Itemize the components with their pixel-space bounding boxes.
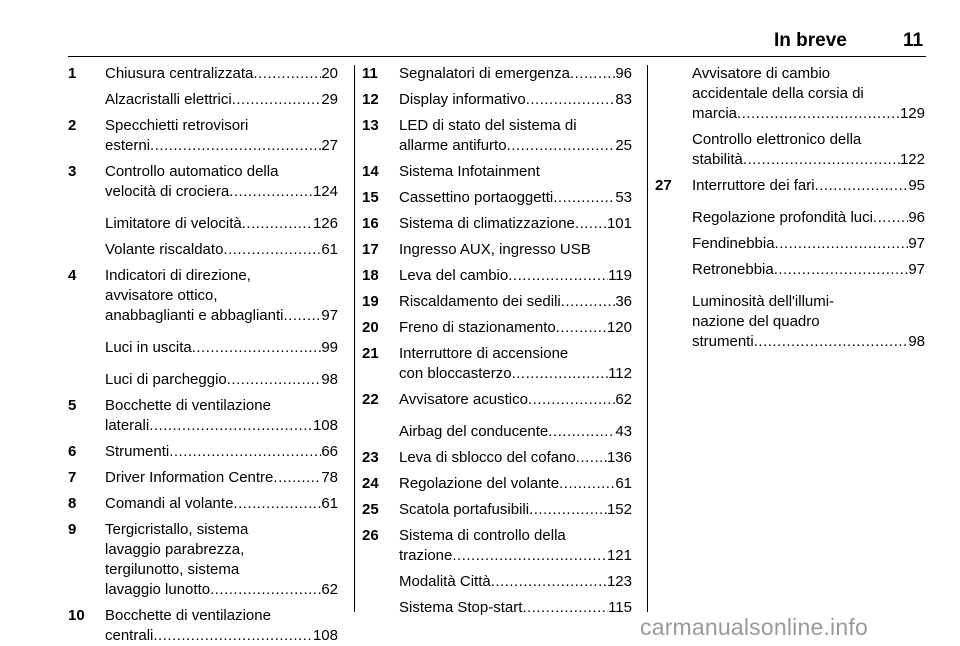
toc-entry[interactable] <box>68 338 338 358</box>
toc-entry[interactable] <box>362 116 632 156</box>
toc-page-number[interactable]: 120 <box>606 319 632 336</box>
toc-entry-title: Retronebbia <box>692 261 774 278</box>
toc-entry-title-line: Avvisatore di cambio <box>692 65 831 82</box>
toc-entry-number: 23 <box>362 449 379 466</box>
toc-entry[interactable] <box>68 90 338 110</box>
header-divider <box>68 56 926 57</box>
toc-leader-dots <box>210 580 321 600</box>
toc-entry-title: Display informativo <box>399 91 526 108</box>
toc-column-2 <box>362 64 632 618</box>
toc-page-number[interactable]: 25 <box>615 137 632 154</box>
toc-entry-title: Freno di stazionamento <box>399 319 556 336</box>
toc-entry-body <box>692 260 925 280</box>
toc-entry-body <box>105 494 338 514</box>
toc-entry-number: 8 <box>68 495 77 512</box>
toc-entry-number: 18 <box>362 267 379 284</box>
toc-entry-title: Strumenti <box>105 443 170 460</box>
toc-leader-dots <box>529 500 607 520</box>
column-divider-1 <box>354 65 355 612</box>
toc-entry-body <box>399 162 632 182</box>
toc-entry-number: 27 <box>655 177 672 194</box>
toc-entry-number: 12 <box>362 91 379 108</box>
toc-entry[interactable] <box>68 240 338 260</box>
toc-page-number[interactable]: 29 <box>321 91 338 108</box>
toc-leader-dots <box>273 468 321 488</box>
toc-page-number[interactable]: 108 <box>312 417 338 434</box>
toc-entry-body <box>399 188 632 208</box>
toc-entry-leader-line <box>105 494 338 514</box>
toc-entry-leader-line <box>105 370 338 390</box>
toc-entry[interactable] <box>362 474 632 494</box>
toc-entry-leader-line <box>692 150 925 170</box>
toc-entry-leader-line <box>399 90 632 110</box>
toc-entry-body <box>399 116 632 156</box>
toc-entry-body <box>105 162 338 202</box>
column-divider-2 <box>647 65 648 612</box>
toc-entry-title: Riscaldamento dei sedili <box>399 293 561 310</box>
toc-entry-title-line: Sistema Infotainment <box>399 163 540 180</box>
toc-page-number[interactable]: 99 <box>321 339 338 356</box>
toc-entry-number: 19 <box>362 293 379 310</box>
toc-leader-dots <box>522 598 608 618</box>
toc-entry-title: Chiusura centralizzata <box>105 65 254 82</box>
toc-entry-body <box>399 474 632 494</box>
toc-leader-dots <box>553 188 615 208</box>
toc-entry-number: 6 <box>68 443 77 460</box>
toc-page-number[interactable]: 20 <box>321 65 338 82</box>
toc-entry[interactable] <box>362 318 632 338</box>
toc-entry-title: Avvisatore acustico <box>399 391 528 408</box>
toc-entry-number: 9 <box>68 521 77 538</box>
toc-leader-dots <box>452 546 607 566</box>
toc-entry-number: 22 <box>362 391 379 408</box>
toc-entry-leader-line <box>105 468 338 488</box>
toc-leader-dots <box>253 64 321 84</box>
toc-entry-body <box>105 240 338 260</box>
toc-entry-title: lavaggio lunotto <box>105 581 211 598</box>
toc-entry-body <box>105 468 338 488</box>
toc-entry[interactable] <box>362 572 632 592</box>
toc-entry-body <box>399 318 632 338</box>
toc-entry[interactable] <box>68 606 338 646</box>
toc-page-number[interactable]: 53 <box>615 189 632 206</box>
toc-page-number[interactable]: 112 <box>608 365 632 382</box>
toc-entry-title: Sistema di climatizzazione <box>399 215 575 232</box>
toc-entry-body <box>399 500 632 520</box>
toc-entry-title: centrali <box>105 627 154 644</box>
toc-leader-dots <box>575 214 607 234</box>
toc-entry-title: Airbag del conducente <box>399 423 549 440</box>
toc-entry-number: 16 <box>362 215 379 232</box>
toc-leader-dots <box>507 136 616 156</box>
toc-entry-body <box>105 338 338 358</box>
toc-leader-dots <box>283 306 321 326</box>
toc-entry-body <box>105 606 338 646</box>
toc-entry-title: Sistema Stop-start <box>399 599 523 616</box>
toc-entry-number: 1 <box>68 65 77 82</box>
toc-page-number[interactable]: 78 <box>321 469 338 486</box>
toc-entry[interactable] <box>655 130 925 170</box>
toc-entry-leader-line <box>399 500 632 520</box>
toc-entry-body <box>399 598 632 618</box>
toc-page-number[interactable]: 97 <box>908 261 925 278</box>
toc-entry-leader-line <box>105 442 338 462</box>
toc-entry-leader-line <box>692 234 925 254</box>
toc-leader-dots <box>223 240 321 260</box>
toc-entry-title: Regolazione profondità luci <box>692 209 873 226</box>
toc-entry-leader-line <box>105 182 338 202</box>
toc-entry-body <box>399 266 632 286</box>
toc-entry-title-line: nazione del quadro <box>692 313 820 330</box>
toc-page-number[interactable]: 61 <box>615 475 632 492</box>
toc-entry-leader-line <box>399 390 632 410</box>
toc-entry-leader-line <box>105 338 338 358</box>
toc-entry-number: 3 <box>68 163 77 180</box>
toc-entry-title-line: lavaggio parabrezza, <box>105 541 245 558</box>
toc-entry[interactable] <box>362 64 632 84</box>
toc-entry-number: 14 <box>362 163 379 180</box>
toc-leader-dots <box>873 208 908 228</box>
toc-leader-dots <box>774 260 909 280</box>
toc-leader-dots <box>528 390 615 410</box>
toc-page-number[interactable]: 101 <box>606 215 632 232</box>
toc-entry-title: Alzacristalli elettrici <box>105 91 232 108</box>
toc-entry-title: Modalità Città <box>399 573 491 590</box>
toc-entry-leader-line <box>399 188 632 208</box>
toc-page-number[interactable]: 61 <box>321 241 338 258</box>
toc-page-number[interactable]: 83 <box>615 91 632 108</box>
toc-entry-title: Driver Information Centre <box>105 469 274 486</box>
toc-entry-number: 15 <box>362 189 379 206</box>
toc-entry-title: con bloccasterzo <box>399 365 512 382</box>
toc-entry[interactable] <box>362 292 632 312</box>
toc-entry[interactable] <box>68 266 338 326</box>
toc-page-number[interactable]: 136 <box>606 449 632 466</box>
toc-leader-dots <box>743 150 900 170</box>
toc-entry-number: 11 <box>362 65 378 82</box>
toc-entry[interactable] <box>362 240 632 260</box>
toc-leader-dots <box>233 494 321 514</box>
toc-entry-title-line: Bocchette di ventilazione <box>105 607 271 624</box>
toc-entry-number: 13 <box>362 117 379 134</box>
toc-leader-dots <box>561 292 616 312</box>
toc-entry-leader-line <box>105 240 338 260</box>
toc-entry[interactable] <box>655 176 925 196</box>
toc-entry-title: laterali <box>105 417 150 434</box>
toc-leader-dots <box>576 448 607 468</box>
toc-entry-title: Regolazione del volante <box>399 475 560 492</box>
toc-entry[interactable] <box>68 468 338 488</box>
toc-leader-dots <box>556 318 607 338</box>
toc-entry-body <box>399 344 632 384</box>
toc-column-3 <box>655 64 925 352</box>
toc-entry-leader-line <box>399 64 632 84</box>
toc-page-number[interactable]: 108 <box>312 627 338 644</box>
toc-entry-title: Luci in uscita <box>105 339 192 356</box>
toc-page-number[interactable]: 121 <box>606 547 632 564</box>
toc-entry-title-line: Bocchette di ventilazione <box>105 397 271 414</box>
toc-page-number[interactable]: 96 <box>615 65 632 82</box>
toc-entry-number: 24 <box>362 475 379 492</box>
toc-entry-title: trazione <box>399 547 453 564</box>
toc-entry[interactable] <box>655 234 925 254</box>
toc-page-number[interactable]: 36 <box>615 293 632 310</box>
toc-page-number[interactable]: 98 <box>321 371 338 388</box>
toc-entry-leader-line <box>399 422 632 442</box>
toc-entry-body <box>399 214 632 234</box>
toc-leader-dots <box>512 364 609 384</box>
toc-leader-dots <box>242 214 313 234</box>
toc-entry-number: 7 <box>68 469 77 486</box>
toc-entry-leader-line <box>399 292 632 312</box>
toc-entry-title: allarme antifurto <box>399 137 507 154</box>
toc-page-number[interactable]: 61 <box>321 495 338 512</box>
toc-entry-number: 26 <box>362 527 379 544</box>
toc-entry-number: 5 <box>68 397 77 414</box>
toc-entry-body <box>399 448 632 468</box>
toc-entry-leader-line <box>399 136 632 156</box>
toc-entry-title: esterni <box>105 137 151 154</box>
toc-entry-title-line: Interruttore di accensione <box>399 345 569 362</box>
toc-entry-title-line: Indicatori di direzione, <box>105 267 251 284</box>
toc-entry-body <box>105 442 338 462</box>
toc-entry[interactable] <box>655 292 925 352</box>
watermark: carmanualsonline.info <box>640 614 868 640</box>
toc-entry[interactable] <box>68 520 338 600</box>
toc-leader-dots <box>775 234 909 254</box>
toc-entry-leader-line <box>399 474 632 494</box>
toc-entry-body <box>105 64 338 84</box>
toc-page-number[interactable]: 62 <box>615 391 632 408</box>
toc-entry-title-line: LED di stato del sistema di <box>399 117 577 134</box>
toc-entry-leader-line <box>399 266 632 286</box>
toc-entry-number: 25 <box>362 501 379 518</box>
toc-entry-title: Luci di parcheggio <box>105 371 227 388</box>
toc-entry-title: Cassettino portaoggetti <box>399 189 554 206</box>
toc-entry-body <box>399 90 632 110</box>
toc-entry-leader-line <box>692 208 925 228</box>
toc-entry-leader-line <box>105 580 338 600</box>
toc-entry-leader-line <box>105 64 338 84</box>
toc-entry-title-line: Ingresso AUX, ingresso USB <box>399 241 591 258</box>
toc-entry-body <box>399 572 632 592</box>
toc-entry-body <box>399 526 632 566</box>
toc-entry[interactable] <box>655 260 925 280</box>
toc-entry-body <box>105 90 338 110</box>
toc-entry-title-line: Luminosità dell'illumi- <box>692 293 835 310</box>
toc-entry-leader-line <box>692 104 925 124</box>
page-number: 11 <box>903 30 924 51</box>
toc-entry-title-line: Controllo automatico della <box>105 163 279 180</box>
toc-page-number[interactable]: 66 <box>321 443 338 460</box>
toc-leader-dots <box>150 136 321 156</box>
toc-entry[interactable] <box>68 370 338 390</box>
toc-entry-title: Segnalatori di emergenza <box>399 65 570 82</box>
toc-leader-dots <box>192 338 322 358</box>
toc-entry-body <box>692 234 925 254</box>
toc-entry-title: Limitatore di velocità <box>105 215 242 232</box>
toc-entry[interactable] <box>655 208 925 228</box>
toc-entry-leader-line <box>105 306 338 326</box>
toc-entry-leader-line <box>399 214 632 234</box>
toc-entry-leader-line <box>399 448 632 468</box>
toc-page-number[interactable]: 97 <box>908 235 925 252</box>
toc-entry-body <box>105 370 338 390</box>
toc-entry[interactable] <box>68 116 338 156</box>
toc-entry[interactable] <box>362 90 632 110</box>
toc-entry-title: Scatola portafusibili <box>399 501 530 518</box>
toc-entry-title: strumenti <box>692 333 754 350</box>
toc-page-number[interactable]: 122 <box>899 151 925 168</box>
toc-entry[interactable] <box>362 162 632 182</box>
toc-entry-body <box>399 422 632 442</box>
toc-entry-title-line: accidentale della corsia di <box>692 85 864 102</box>
toc-leader-dots <box>232 90 322 110</box>
toc-entry-title-line: Controllo elettronico della <box>692 131 862 148</box>
toc-entry-title: Fendinebbia <box>692 235 775 252</box>
toc-leader-dots <box>570 64 615 84</box>
toc-leader-dots <box>815 176 909 196</box>
toc-entry[interactable] <box>68 214 338 234</box>
toc-entry-number: 17 <box>362 241 379 258</box>
toc-entry-body <box>105 266 338 326</box>
toc-entry-leader-line <box>692 176 925 196</box>
toc-page-number[interactable]: 124 <box>312 183 338 200</box>
toc-leader-dots <box>526 90 616 110</box>
toc-entry-title: velocità di crociera <box>105 183 230 200</box>
toc-leader-dots <box>153 626 313 646</box>
toc-entry[interactable] <box>68 64 338 84</box>
toc-entry[interactable] <box>362 448 632 468</box>
page-header-title: In breve <box>774 30 847 51</box>
toc-entry[interactable] <box>68 442 338 462</box>
toc-entry-title: stabilità <box>692 151 743 168</box>
toc-entry[interactable] <box>362 188 632 208</box>
toc-page-number[interactable]: 27 <box>321 137 338 154</box>
toc-entry-leader-line <box>105 214 338 234</box>
toc-entry-title: Interruttore dei fari <box>692 177 815 194</box>
toc-page-number[interactable]: 95 <box>908 177 925 194</box>
toc-entry-title-line: Tergicristallo, sistema <box>105 521 249 538</box>
toc-entry-title: anabbaglianti e abbaglianti <box>105 307 284 324</box>
toc-page-number[interactable]: 96 <box>908 209 925 226</box>
toc-entry-body <box>692 176 925 196</box>
toc-entry-number: 4 <box>68 267 77 284</box>
toc-entry-body <box>105 116 338 156</box>
toc-entry-leader-line <box>399 546 632 566</box>
toc-entry-leader-line <box>105 90 338 110</box>
toc-entry-number: 20 <box>362 319 379 336</box>
toc-entry-body <box>692 208 925 228</box>
toc-entry-leader-line <box>399 318 632 338</box>
toc-page-number[interactable]: 123 <box>606 573 632 590</box>
toc-page-number[interactable]: 43 <box>615 423 632 440</box>
toc-entry-leader-line <box>399 364 632 384</box>
toc-leader-dots <box>737 104 900 124</box>
toc-entry-body <box>105 396 338 436</box>
toc-leader-dots <box>149 416 313 436</box>
toc-leader-dots <box>508 266 608 286</box>
toc-entry-body <box>105 520 338 600</box>
toc-entry-title: Comandi al volante <box>105 495 234 512</box>
toc-leader-dots <box>169 442 321 462</box>
toc-entry-number: 2 <box>68 117 77 134</box>
toc-page-number[interactable]: 97 <box>321 307 338 324</box>
toc-entry-leader-line <box>692 332 925 352</box>
toc-entry-body <box>692 130 925 170</box>
toc-entry-title-line: tergilunotto, sistema <box>105 561 240 578</box>
toc-page-number[interactable]: 98 <box>908 333 925 350</box>
toc-entry[interactable] <box>655 64 925 124</box>
toc-page-number[interactable]: 152 <box>606 501 632 518</box>
toc-page-number[interactable]: 126 <box>312 215 338 232</box>
toc-leader-dots <box>754 332 909 352</box>
toc-leader-dots <box>559 474 615 494</box>
toc-entry-number: 21 <box>362 345 379 362</box>
toc-entry[interactable] <box>362 344 632 384</box>
toc-entry-title: Leva del cambio <box>399 267 509 284</box>
toc-entry[interactable] <box>362 390 632 410</box>
toc-entry[interactable] <box>362 500 632 520</box>
toc-entry-body <box>399 292 632 312</box>
toc-entry-body <box>399 240 632 260</box>
toc-leader-dots <box>229 182 313 202</box>
toc-entry-leader-line <box>105 626 338 646</box>
toc-entry-number: 10 <box>68 607 85 624</box>
toc-entry-title: marcia <box>692 105 738 122</box>
toc-entry-body <box>399 64 632 84</box>
toc-entry[interactable] <box>362 266 632 286</box>
toc-entry[interactable] <box>362 526 632 566</box>
toc-page-number[interactable]: 115 <box>608 599 632 616</box>
toc-entry-body <box>692 292 925 352</box>
toc-page-number[interactable]: 119 <box>608 267 632 284</box>
toc-leader-dots <box>548 422 615 442</box>
toc-entry[interactable] <box>68 494 338 514</box>
toc-entry-body <box>692 64 925 124</box>
toc-entry[interactable] <box>68 396 338 436</box>
toc-entry-leader-line <box>105 136 338 156</box>
toc-entry-title-line: avvisatore ottico, <box>105 287 218 304</box>
toc-entry-title-line: Specchietti retrovisori <box>105 117 249 134</box>
toc-entry-body <box>105 214 338 234</box>
toc-entry-leader-line <box>105 416 338 436</box>
toc-column-1 <box>68 64 338 646</box>
toc-entry-leader-line <box>399 572 632 592</box>
toc-leader-dots <box>227 370 322 390</box>
toc-entry[interactable] <box>68 162 338 202</box>
toc-entry-title: Volante riscaldato <box>105 241 224 258</box>
toc-entry-body <box>399 390 632 410</box>
toc-page-number[interactable]: 129 <box>899 105 925 122</box>
toc-leader-dots <box>491 572 607 592</box>
toc-entry-title-line: Sistema di controllo della <box>399 527 566 544</box>
toc-entry[interactable] <box>362 598 632 618</box>
toc-page-number[interactable]: 62 <box>321 581 338 598</box>
toc-entry-leader-line <box>399 598 632 618</box>
toc-entry-title: Leva di sblocco del cofano <box>399 449 576 466</box>
toc-entry[interactable] <box>362 422 632 442</box>
toc-entry-leader-line <box>692 260 925 280</box>
toc-entry[interactable] <box>362 214 632 234</box>
